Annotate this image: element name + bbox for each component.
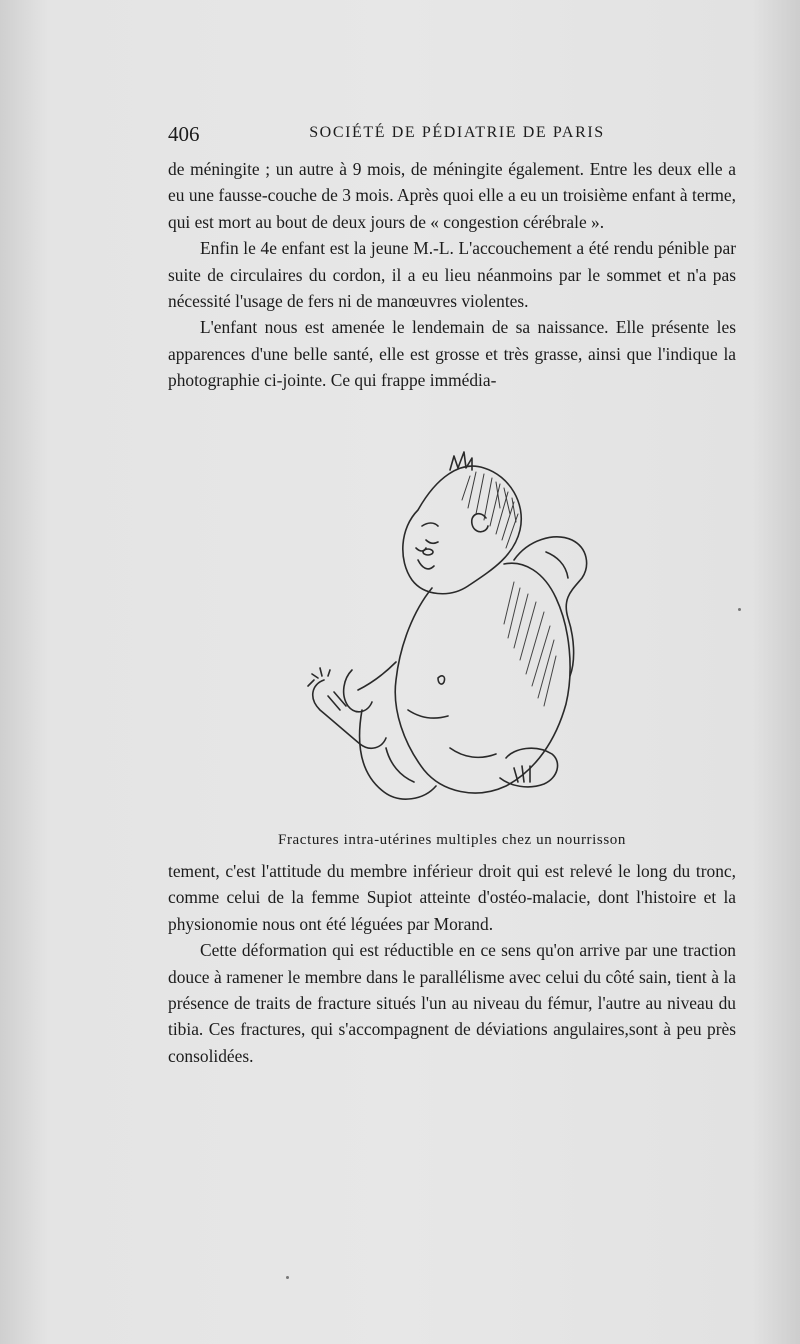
paragraph: tement, c'est l'attitude du membre inférieur droit qui est relevé le long du tronc, comme celui de la femme Supiot atteinte d'ostéo-malacie, dont l'histoire et la physionomie nous ont été léguées par Morand. <box>168 861 736 934</box>
paragraph: L'enfant nous est amenée le lendemain de sa naissance. Elle présente les apparences d'une belle santé, elle est grosse et très grasse, ainsi que l'indique la photographie ci-jointe. Ce qui frappe immédia- <box>168 317 736 391</box>
text-block-bottom <box>168 858 736 1069</box>
page-number: 406 <box>168 122 200 146</box>
paragraph: Enfin le 4e enfant est la jeune M.-L. L'accouchement a été rendu pénible par suite de circulaires du cordon, il a eu lieu néanmoins par le sommet et n'a pas nécessité l'usage de fers ni de manœuvres violentes. <box>168 238 736 312</box>
stray-mark <box>738 608 741 611</box>
stray-mark <box>286 1276 289 1279</box>
paragraph: Cette déformation qui est réductible en ce sens qu'on arrive par une traction douce à ramener le membre dans le parallélisme avec celui du côté sain, tient à la présence de traits de fracture situés l'un au niveau du fémur, l'autre au niveau du tibia. Ces fractures, qui s'accompagnent de déviations angulaires,sont à peu près consolidées. <box>168 940 736 1066</box>
text-block-top <box>168 156 736 394</box>
infant-drawing <box>300 448 610 838</box>
running-title: SOCIÉTÉ DE PÉDIATRIE DE PARIS <box>309 124 605 141</box>
infant-illustration <box>300 448 610 838</box>
paragraph: de méningite ; un autre à 9 mois, de méningite également. Entre les deux elle a eu une fausse-couche de 3 mois. Après quoi elle a eu un troisième enfant à terme, qui est mort au bout de deux jours de « congestion cérébrale ». <box>168 159 736 232</box>
figure-caption: Fractures intra-utérines multiples chez un nourrisson <box>278 832 626 848</box>
page-header <box>168 122 736 150</box>
